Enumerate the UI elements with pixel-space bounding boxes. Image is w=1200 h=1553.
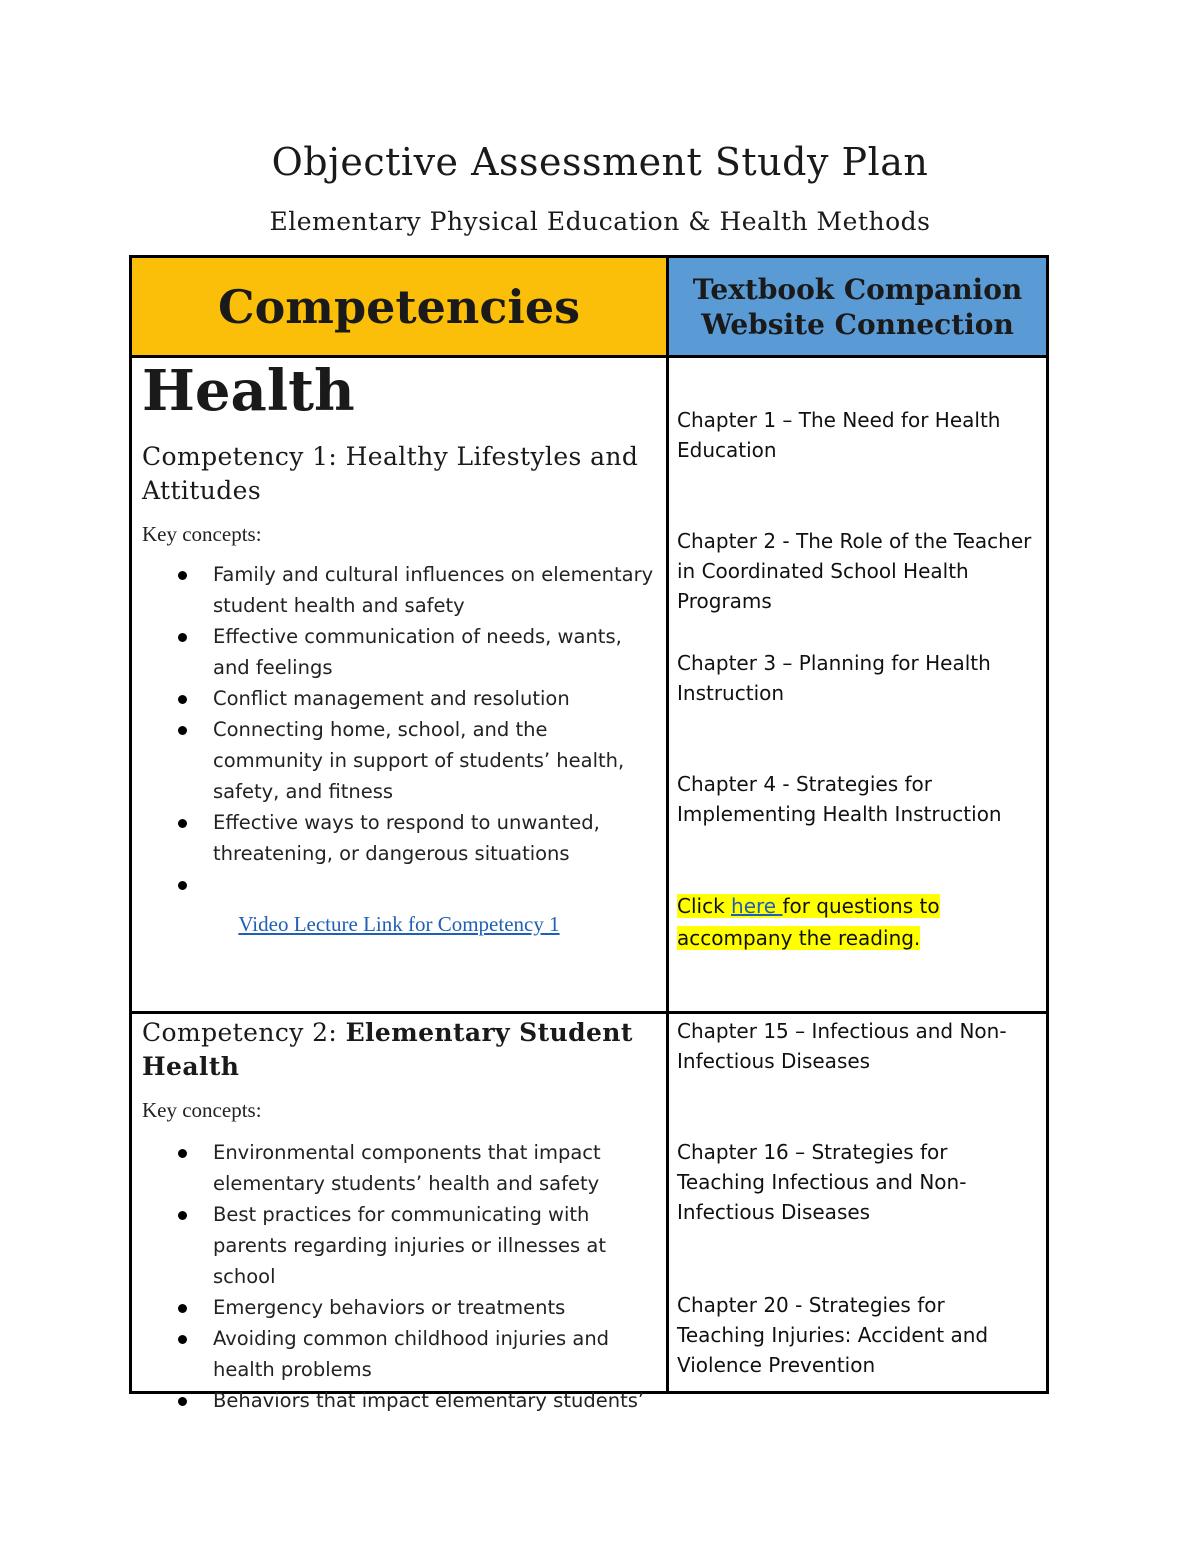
chapter-item: Chapter 16 – Strategies for Teaching Infectious and Non-Infectious Diseases: [677, 1140, 967, 1224]
competency-2-prefix: Competency 2:: [142, 1018, 346, 1047]
chapter-item: Chapter 3 – Planning for Health Instruction: [677, 651, 991, 705]
reading-questions-note: [677, 890, 1039, 954]
list-item: Connecting home, school, and the community in support of students’ health, safety, and fitness: [142, 714, 656, 807]
list-item: Effective communication of needs, wants, and feelings: [142, 621, 656, 683]
list-item: Behaviors that impact elementary students’: [142, 1385, 656, 1416]
chapter-item: Chapter 15 – Infectious and Non-Infectious Diseases: [677, 1019, 1007, 1073]
competency-1-concepts: [142, 559, 656, 900]
header-textbook-companion: [669, 258, 1046, 355]
list-item: Emergency behaviors or treatments: [142, 1292, 656, 1323]
chapter-item: Chapter 4 - Strategies for Implementing Health Instruction: [677, 772, 1002, 826]
list-item: Avoiding common childhood injuries and health problems: [142, 1323, 656, 1385]
section-heading-health: Health: [142, 358, 355, 424]
here-link[interactable]: here: [731, 894, 783, 918]
key-concepts-label: Key concepts:: [142, 1098, 262, 1122]
list-item: Best practices for communicating with parents regarding injuries or illnesses at school: [142, 1199, 656, 1292]
competency-1-cell: [132, 358, 666, 1011]
list-item: [142, 869, 656, 900]
competency-1-prefix: Competency 1:: [142, 442, 346, 471]
click-prefix: Click: [677, 894, 732, 918]
header-right-line2: Website Connection: [701, 307, 1014, 341]
chapter-item: Chapter 20 - Strategies for Teaching Injuries: Accident and Violence Prevention: [677, 1293, 989, 1377]
document-title: Objective Assessment Study Plan: [271, 140, 929, 184]
list-item: Effective ways to respond to unwanted, threatening, or dangerous situations: [142, 807, 656, 869]
header-right-line1: Textbook Companion: [692, 272, 1023, 306]
study-plan-table: [129, 255, 1049, 1412]
competency-2-cell: [132, 1014, 666, 1412]
competency-2-name: Elementary Student Health: [142, 1018, 633, 1081]
competency-2-chapters: [669, 1014, 1046, 1391]
chapter-item: Chapter 1 – The Need for Health Education: [677, 408, 1001, 462]
video-lecture-link[interactable]: Video Lecture Link for Competency 1: [238, 912, 560, 936]
header-competencies: Competencies: [132, 258, 666, 355]
list-item: Family and cultural influences on elementary student health and safety: [142, 559, 656, 621]
click-suffix: for questions to accompany the reading.: [677, 894, 940, 950]
chapter-item: Chapter 2 - The Role of the Teacher in Coordinated School Health Programs: [677, 529, 1032, 613]
competency-2-title: [142, 1016, 656, 1084]
document-subtitle: Elementary Physical Education & Health Methods: [269, 207, 931, 236]
competency-1-chapters: [669, 358, 1046, 1011]
competency-2-concepts: [142, 1137, 656, 1416]
list-item: Conflict management and resolution: [142, 683, 656, 714]
competency-1-title: [142, 440, 656, 508]
key-concepts-label: Key concepts:: [142, 522, 262, 546]
competency-1-name: Healthy Lifestyles and Attitudes: [142, 442, 639, 505]
list-item: Environmental components that impact elementary students’ health and safety: [142, 1137, 656, 1199]
